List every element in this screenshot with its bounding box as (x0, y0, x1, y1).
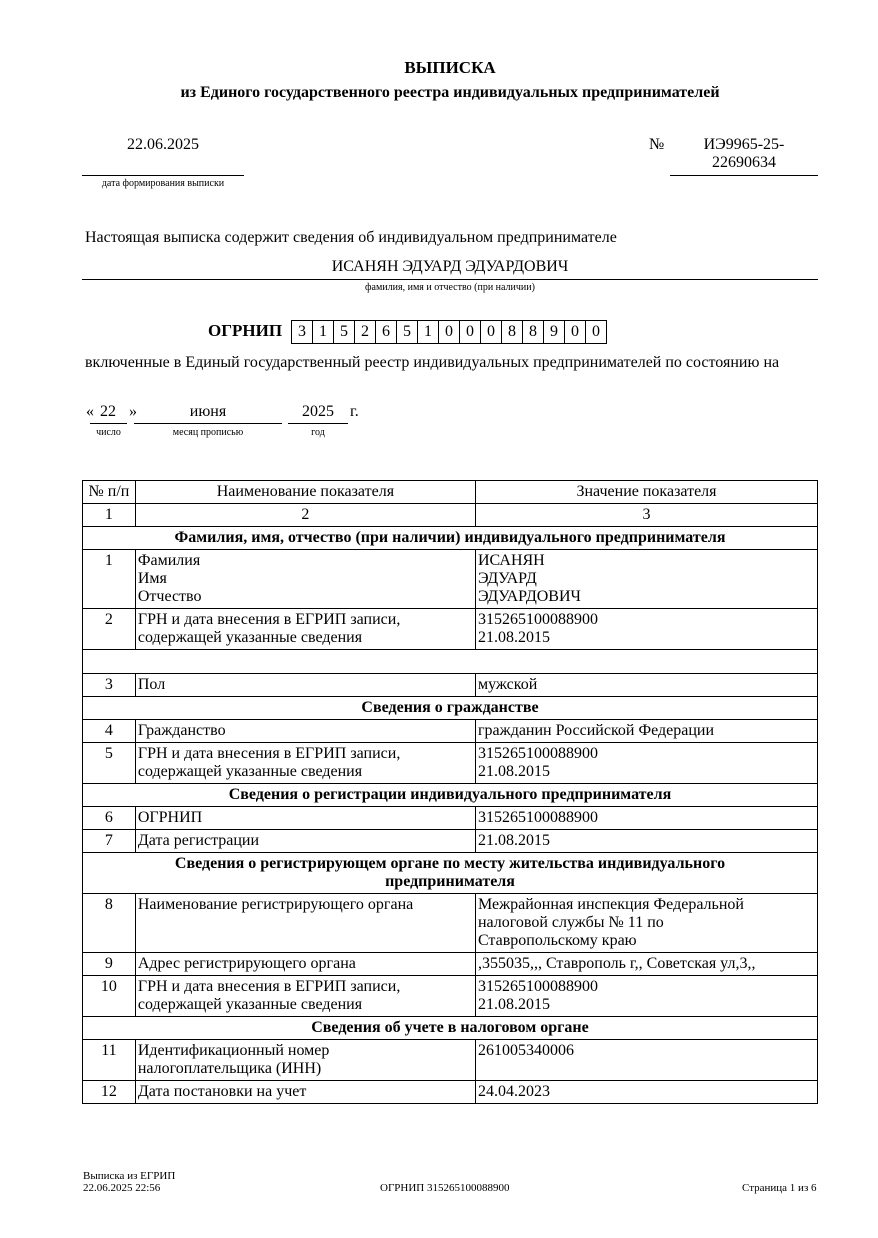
row-number: 8 (83, 894, 136, 953)
row-name: Дата регистрации (135, 830, 475, 853)
table-row (83, 743, 818, 784)
col-header-indicator-value: Значение показателя (475, 481, 817, 504)
value-line: налоговой службы № 11 по (477, 914, 664, 931)
ogrnip-digit-boxes (291, 320, 607, 344)
section-row (83, 1017, 818, 1040)
value-line: 315265100088900 (477, 745, 598, 762)
table-row (83, 674, 818, 697)
footer-timestamp: 22.06.2025 22:56 (83, 1182, 161, 1194)
row-number: 4 (83, 720, 136, 743)
col-number-2: 2 (135, 504, 475, 527)
name-line: Отчество (137, 588, 202, 605)
row-value: мужской (475, 674, 817, 697)
ogrnip-digit: 8 (522, 320, 543, 344)
row-number: 7 (83, 830, 136, 853)
ogrnip-digit: 5 (333, 320, 354, 344)
name-line: налогоплательщика (ИНН) (137, 1060, 322, 1077)
row-name: Наименование регистрирующего органа (135, 894, 475, 953)
value-line: ЭДУАРД (477, 570, 537, 587)
month-caption: месяц прописью (172, 427, 244, 438)
table-row (83, 953, 818, 976)
fio-underline (82, 279, 818, 280)
month-underline (134, 423, 282, 424)
document-subtitle: из Единого государственного реестра индивидуальных предпринимателей (180, 84, 720, 101)
col-header-number: № п/п (83, 481, 136, 504)
table-header-row (83, 481, 818, 504)
table-row (83, 976, 818, 1017)
extract-date-underline (82, 175, 244, 176)
value-line: 21.08.2015 (477, 996, 550, 1013)
state-year: 2025 (302, 403, 334, 420)
row-number: 9 (83, 953, 136, 976)
table-column-numbers-row (83, 504, 818, 527)
section-title-tax-registration: Сведения об учете в налоговом органе (83, 1017, 818, 1040)
year-underline (288, 423, 348, 424)
table-row (83, 1081, 818, 1104)
blank-cell (83, 650, 818, 674)
name-line: содержащей указанные сведения (137, 763, 363, 780)
row-value (475, 976, 817, 1017)
row-name (135, 976, 475, 1017)
value-line: 315265100088900 (477, 978, 598, 995)
intro-text: Настоящая выписка содержит сведения об индивидуальном предпринимателе (85, 229, 617, 246)
ogrnip-digit: 6 (375, 320, 396, 344)
row-value (475, 894, 817, 953)
extract-number-sign: № (649, 136, 665, 153)
row-name (135, 609, 475, 650)
footer-ogrnip: ОГРНИП 315265100088900 (380, 1182, 510, 1194)
table-row (83, 894, 818, 953)
ogrnip-digit: 0 (564, 320, 585, 344)
name-line: содержащей указанные сведения (137, 996, 363, 1013)
name-line: ГРН и дата внесения в ЕГРИП записи, (137, 978, 401, 995)
row-number: 12 (83, 1081, 136, 1104)
section-row (83, 853, 818, 894)
col-number-3: 3 (475, 504, 817, 527)
ogrnip-label: ОГРНИП (208, 321, 283, 340)
value-line: ЭДУАРДОВИЧ (477, 588, 581, 605)
row-name: Пол (135, 674, 475, 697)
name-line: Фамилия (137, 552, 201, 569)
egrip-data-table (82, 480, 818, 1104)
footer-page-number: Страница 1 из 6 (742, 1182, 817, 1194)
value-line: 21.08.2015 (477, 763, 550, 780)
ogrnip-digit: 0 (438, 320, 459, 344)
ogrnip-digit: 1 (312, 320, 333, 344)
table-row (83, 550, 818, 609)
table-row (83, 830, 818, 853)
row-value: 261005340006 (475, 1040, 817, 1081)
blank-row (83, 650, 818, 674)
section-title-fio: Фамилия, имя, отчество (при наличии) индивидуального предпринимателя (83, 527, 818, 550)
value-line: Межрайонная инспекция Федеральной (477, 896, 744, 913)
ogrnip-digit: 1 (417, 320, 438, 344)
extract-date: 22.06.2025 (127, 136, 199, 153)
row-name: Адрес регистрирующего органа (135, 953, 475, 976)
table-row (83, 720, 818, 743)
row-number: 1 (83, 550, 136, 609)
section-title-registration: Сведения о регистрации индивидуального предпринимателя (83, 784, 818, 807)
table-row (83, 609, 818, 650)
ogrnip-digit: 2 (354, 320, 375, 344)
section-title-citizenship: Сведения о гражданстве (83, 697, 818, 720)
value-line: 315265100088900 (477, 611, 598, 628)
day-caption: число (96, 427, 121, 438)
state-year-suffix: г. (350, 403, 359, 420)
extract-number-line2: 22690634 (712, 154, 776, 171)
section-row (83, 697, 818, 720)
footer-doc-name: Выписка из ЕГРИП (83, 1170, 176, 1182)
date-quote-open: « (86, 403, 94, 420)
entrepreneur-fio: ИСАНЯН ЭДУАРД ЭДУАРДОВИЧ (331, 258, 569, 275)
table-row (83, 1040, 818, 1081)
row-number: 10 (83, 976, 136, 1017)
section-row (83, 784, 818, 807)
row-number: 2 (83, 609, 136, 650)
value-line: Ставропольскому краю (477, 932, 637, 949)
row-name: ОГРНИП (135, 807, 475, 830)
included-text: включенные в Единый государственный реестр индивидуальных предпринимателей по состоянию на (85, 354, 780, 371)
row-number: 11 (83, 1040, 136, 1081)
row-value (475, 609, 817, 650)
row-value (475, 550, 817, 609)
name-line: содержащей указанные сведения (137, 629, 363, 646)
row-name: Гражданство (135, 720, 475, 743)
row-name (135, 743, 475, 784)
row-value: 24.04.2023 (475, 1081, 817, 1104)
section-title-registering-authority: Сведения о регистрирующем органе по месту жительства индивидуального предпринимателя (83, 853, 818, 894)
ogrnip-digit: 9 (543, 320, 564, 344)
section-row (83, 527, 818, 550)
ogrnip-digit: 8 (501, 320, 522, 344)
col-number-1: 1 (83, 504, 136, 527)
row-value: 21.08.2015 (475, 830, 817, 853)
row-name (135, 550, 475, 609)
row-name: Дата постановки на учет (135, 1081, 475, 1104)
extract-date-caption: дата формирования выписки (101, 178, 225, 189)
date-quote-close: » (129, 403, 137, 420)
ogrnip-digit: 0 (459, 320, 480, 344)
year-caption: год (311, 427, 325, 438)
name-line: ГРН и дата внесения в ЕГРИП записи, (137, 611, 401, 628)
extract-number-line1: ИЭ9965-25- (703, 136, 785, 153)
row-number: 6 (83, 807, 136, 830)
name-line: ГРН и дата внесения в ЕГРИП записи, (137, 745, 401, 762)
row-value (475, 743, 817, 784)
name-line: Идентификационный номер (137, 1042, 330, 1059)
row-value: 315265100088900 (475, 807, 817, 830)
row-number: 5 (83, 743, 136, 784)
row-name (135, 1040, 475, 1081)
state-month: июня (189, 403, 227, 420)
ogrnip-digit: 5 (396, 320, 417, 344)
extract-number-underline (670, 175, 818, 176)
ogrnip-digit: 0 (480, 320, 501, 344)
document-title: ВЫПИСКА (404, 58, 496, 77)
row-value: ,355035,,, Ставрополь г,, Советская ул,3,, (475, 953, 817, 976)
value-line: ИСАНЯН (477, 552, 545, 569)
state-day: 22 (100, 403, 116, 420)
row-number: 3 (83, 674, 136, 697)
fio-caption: фамилия, имя и отчество (при наличии) (365, 282, 535, 293)
value-line: 21.08.2015 (477, 629, 550, 646)
name-line: Имя (137, 570, 167, 587)
footer-left (83, 1170, 175, 1194)
table-row (83, 807, 818, 830)
extract-number (670, 136, 818, 172)
row-value: гражданин Российской Федерации (475, 720, 817, 743)
ogrnip-digit: 0 (585, 320, 607, 344)
ogrnip-digit: 3 (291, 320, 312, 344)
col-header-indicator-name: Наименование показателя (135, 481, 475, 504)
day-underline (90, 423, 127, 424)
